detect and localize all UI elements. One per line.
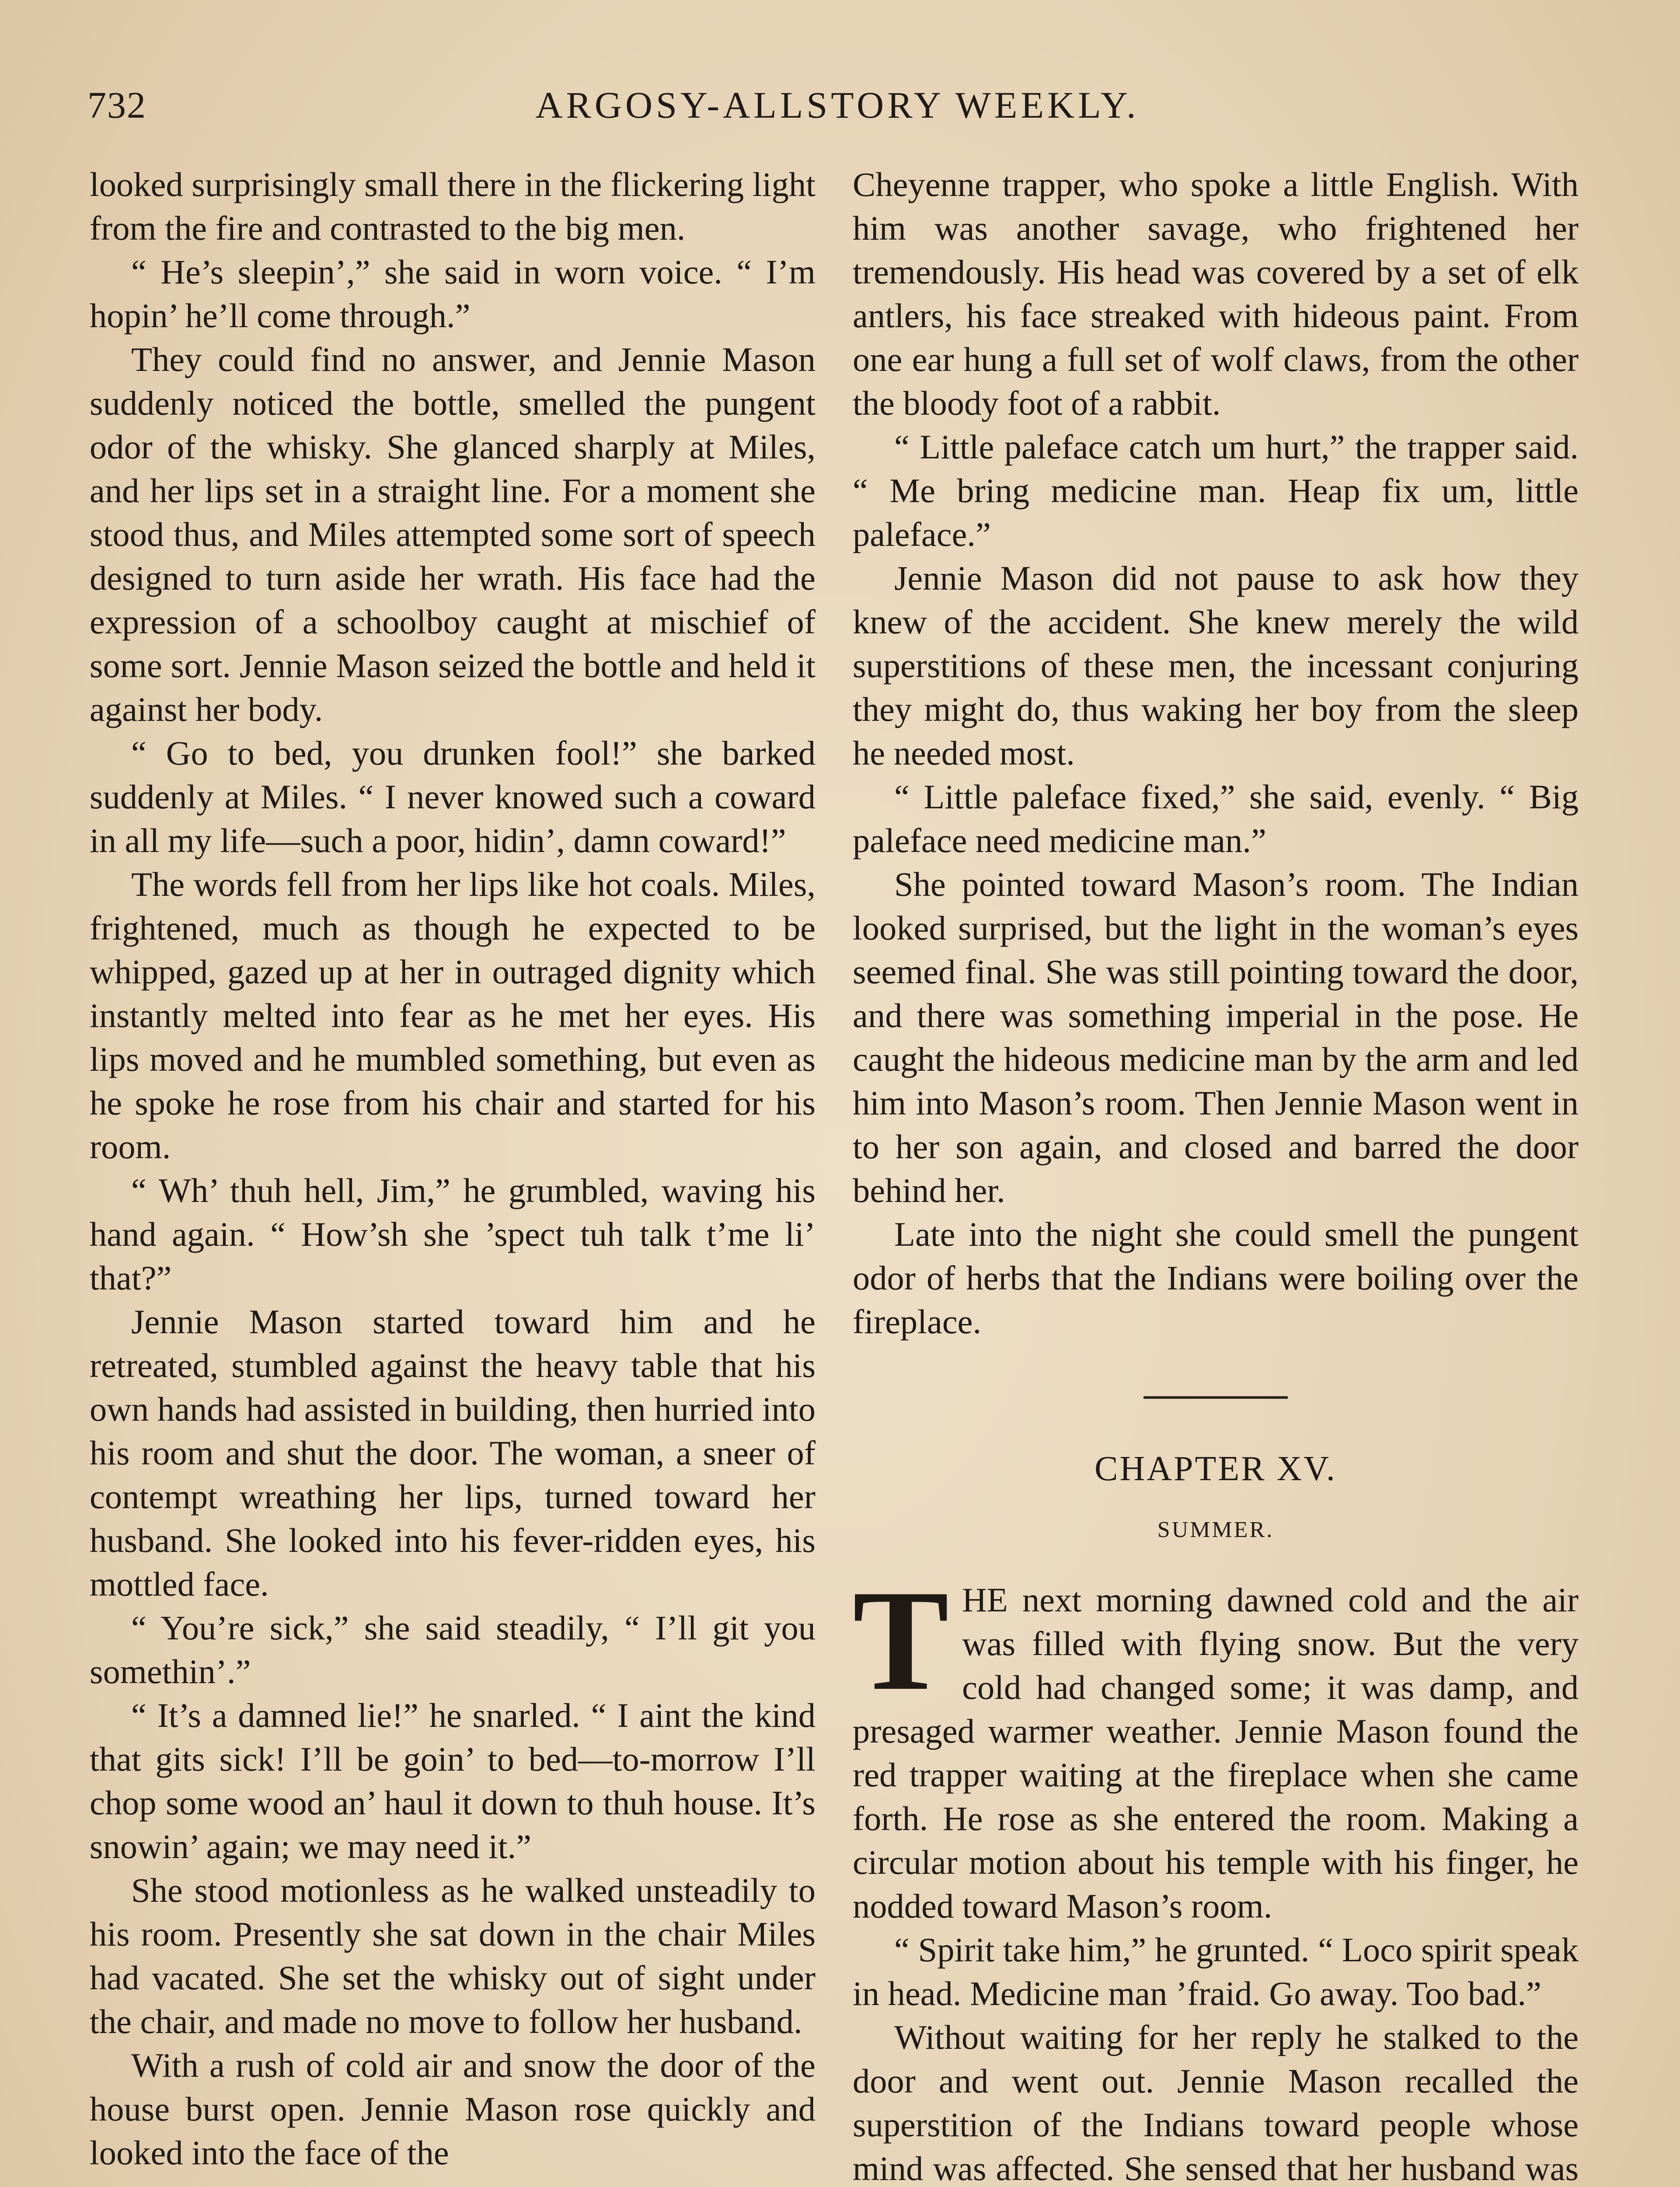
paragraph: “ You’re sick,” she said steadily, “ I’ll git you somethin’.” <box>90 1609 816 1691</box>
paragraph: Without waiting for her reply he stalked to the door and went out. Jennie Mason recalled the superstition of the Indians toward people whose mind was affected. She sensed that her husband was <box>853 2018 1579 2187</box>
left-column <box>90 163 816 2175</box>
right-column <box>853 163 1579 2187</box>
opening-text: HE next morning dawned cold and the air was filled with flying snow. But the very cold had changed some; it was damp, and presaged warmer weather. Jennie Mason found the red trapper waiting at the fireplace when she came forth. He rose as she entered the room. Making a circular motion about his temple with his finger, he nodded toward Mason’s room. <box>853 1581 1579 1925</box>
paragraph: Jennie Mason did not pause to ask how they knew of the accident. She knew merely the wild superstitions of these men, the incessant conjuring they might do, thus waking her boy from the sleep he needed most. <box>853 559 1579 772</box>
paragraph: “ Little paleface fixed,” she said, evenly. “ Big paleface need medicine man.” <box>853 778 1579 859</box>
paragraph: “ He’s sleepin’,” she said in worn voice. “ I’m hopin’ he’ll come through.” <box>90 253 816 335</box>
paragraph: With a rush of cold air and snow the door of the house burst open. Jennie Mason rose quickly and looked into the face of the <box>90 2046 816 2172</box>
chapter-title: CHAPTER XV. <box>1094 1450 1337 1488</box>
drop-cap: T <box>853 1561 949 1720</box>
paragraph: Late into the night she could smell the pungent odor of herbs that the Indians were boiling over the fireplace. <box>853 1215 1579 1341</box>
paragraph: “ Go to bed, you drunken fool!” she barked suddenly at Miles. “ I never knowed such a coward in all my life—such a poor, hidin’, damn coward!” <box>90 734 816 859</box>
running-title: ARGOSY-ALLSTORY WEEKLY. <box>535 84 1140 126</box>
paragraph: looked surprisingly small there in the flickering light from the fire and contrasted to the big men. <box>90 165 816 247</box>
paragraph: “ Wh’ thuh hell, Jim,” he grumbled, waving his hand again. “ How’sh she ’spect tuh talk t’me li’ that?” <box>90 1171 816 1297</box>
paragraph: The words fell from her lips like hot coals. Miles, frightened, much as though he expected to be whipped, gazed up at her in outraged dignity which instantly melted into fear as he met her eyes. His lips moved and he mumbled something, but even as he spoke he rose from his chair and started for his room. <box>90 865 816 1166</box>
paragraph: They could find no answer, and Jennie Mason suddenly noticed the bottle, smelled the pungent odor of the whisky. She glanced sharply at Miles, and her lips set in a straight line. For a moment she stood thus, and Miles attempted some sort of speech designed to turn aside her wrath. His face had the expression of a schoolboy caught at mischief of some sort. Jennie Mason seized the bottle and held it against her body. <box>90 340 816 728</box>
page-number: 732 <box>87 84 146 126</box>
paragraph: She pointed toward Mason’s room. The Indian looked surprised, but the light in the woman’s eyes seemed final. She was still pointing toward the door, and there was something imperial in the pose. He caught the hideous medicine man by the arm and led him into Mason’s room. Then Jennie Mason went in to her son again, and closed and barred the door behind her. <box>853 865 1579 1209</box>
paragraph: “ Spirit take him,” he grunted. “ Loco spirit speak in head. Medicine man ’fraid. Go away. Too bad.” <box>853 1931 1579 2012</box>
page-header <box>87 83 1587 136</box>
chapter-subtitle: SUMMER. <box>1157 1517 1274 1542</box>
chapter-opening-paragraph <box>853 1561 1579 1928</box>
paragraph: Cheyenne trapper, who spoke a little English. With him was another savage, who frightened her tremendously. His head was covered by a set of elk antlers, his face streaked with hideous paint. From one ear hung a full set of wolf claws, from the other the bloody foot of a rabbit. <box>853 165 1579 422</box>
paragraph: “ It’s a damned lie!” he snarled. “ I aint the kind that gits sick! I’ll be goin’ to bed—to-morrow I’ll chop some wood an’ haul it down to thuh house. It’s snowin’ again; we may need it.” <box>90 1696 816 1866</box>
paragraph: She stood motionless as he walked unsteadily to his room. Presently she sat down in the chair Miles had vacated. She set the whisky out of sight under the chair, and made no move to follow her husband. <box>90 1871 816 2040</box>
paragraph: Jennie Mason started toward him and he retreated, stumbled against the heavy table that his own hands had assisted in building, then hurried into his room and shut the door. The woman, a sneer of contempt wreathing her lips, turned toward her husband. She looked into his fever-ridden eyes, his mottled face. <box>90 1303 816 1603</box>
paragraph: “ Little paleface catch um hurt,” the trapper said. “ Me bring medicine man. Heap fix um, little paleface.” <box>853 428 1579 553</box>
section-divider <box>1143 1396 1288 1399</box>
